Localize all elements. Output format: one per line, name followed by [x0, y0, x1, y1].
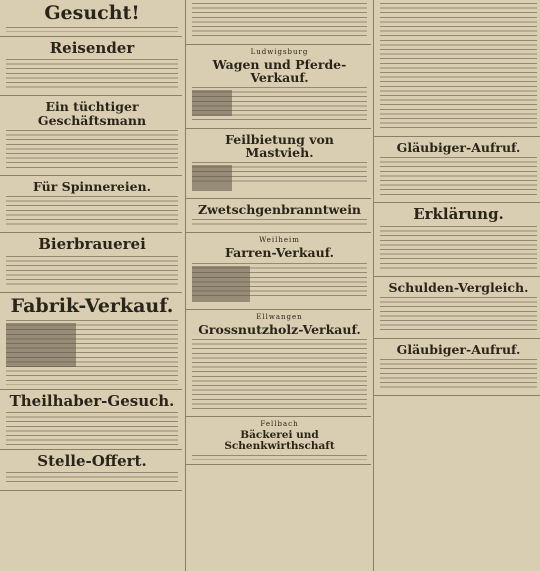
- ad-heading: Gesucht!: [44, 2, 140, 24]
- ad-heading: Stelle-Offert.: [37, 451, 147, 470]
- advertisement: [0, 233, 182, 293]
- illegible-text-block: [380, 3, 537, 132]
- ad-heading: Ein tüchtiger Geschäftsmann: [37, 99, 147, 128]
- advertisement: [0, 450, 182, 492]
- illegible-text-block: [192, 263, 367, 300]
- column-1: [0, 0, 182, 571]
- ad-heading: Feilbietung von Mastvieh.: [225, 131, 334, 160]
- illegible-text-block: [6, 256, 178, 288]
- illegible-text-block: [6, 59, 178, 91]
- advertisement: [0, 96, 182, 176]
- illegible-text-block: [6, 412, 178, 444]
- illegible-text-block: [6, 130, 178, 171]
- ad-heading: Schulden-Vergleich.: [388, 280, 529, 296]
- advertisement: [374, 203, 540, 277]
- advertisement: [0, 0, 182, 37]
- ad-heading: Gläubiger-Aufruf.: [396, 341, 521, 357]
- ad-place: Weilheim: [259, 236, 300, 245]
- advertisement: [186, 45, 371, 129]
- column-2: [185, 0, 371, 571]
- ad-heading: Fabrik-Verkauf.: [10, 295, 174, 318]
- illegible-text-block: [380, 297, 537, 334]
- advertisement: [374, 277, 540, 339]
- illegible-text-block: [192, 455, 367, 460]
- ad-heading: Für Spinnereien.: [32, 179, 151, 195]
- advertisement: [186, 233, 371, 309]
- advertisement: [374, 137, 540, 204]
- illegible-text-block: [6, 196, 178, 228]
- advertisement: [186, 0, 371, 45]
- ad-place: Ludwigsburg: [250, 47, 309, 56]
- illegible-text-block: [192, 3, 367, 40]
- ad-heading: Wagen und Pferde-Verkauf.: [212, 56, 347, 85]
- ad-heading: Grossnutzholz-Verkauf.: [198, 321, 361, 337]
- illegible-text-block: [380, 157, 537, 198]
- advertisement: [374, 339, 540, 396]
- ad-heading: Reisender: [49, 38, 135, 57]
- illegible-text-block: [380, 226, 537, 272]
- advertisement: [0, 37, 182, 97]
- ad-heading: Farren-Verkauf.: [224, 245, 334, 261]
- illegible-text-block: [6, 320, 178, 384]
- illegible-text-block: [6, 27, 178, 32]
- ad-heading: Theilhaber-Gesuch.: [9, 391, 175, 410]
- advertisement: [186, 310, 371, 418]
- ad-heading: Zwetschgenbranntwein: [197, 202, 362, 218]
- ad-heading: Erklärung.: [413, 205, 504, 224]
- advertisement: [0, 390, 182, 450]
- illegible-text-block: [192, 87, 367, 124]
- advertisement: [186, 417, 371, 465]
- advertisement: [186, 199, 371, 233]
- ad-place: Ellwangen: [256, 312, 303, 321]
- advertisement: [186, 129, 371, 199]
- advertisement: [374, 0, 540, 137]
- illegible-text-block: [192, 162, 367, 185]
- illegible-text-block: [192, 219, 367, 228]
- ad-heading: Bäckerei und Schenkwirthschaft: [224, 429, 335, 453]
- ad-heading: Bierbrauerei: [38, 235, 146, 254]
- ad-heading: Gläubiger-Aufruf.: [396, 139, 521, 155]
- illegible-text-block: [380, 359, 537, 391]
- ad-place: Fellbach: [260, 420, 299, 429]
- illegible-text-block: [6, 472, 178, 486]
- column-3: [373, 0, 540, 571]
- advertisement: [0, 176, 182, 233]
- advertisement: [0, 293, 182, 389]
- illegible-text-block: [192, 339, 367, 413]
